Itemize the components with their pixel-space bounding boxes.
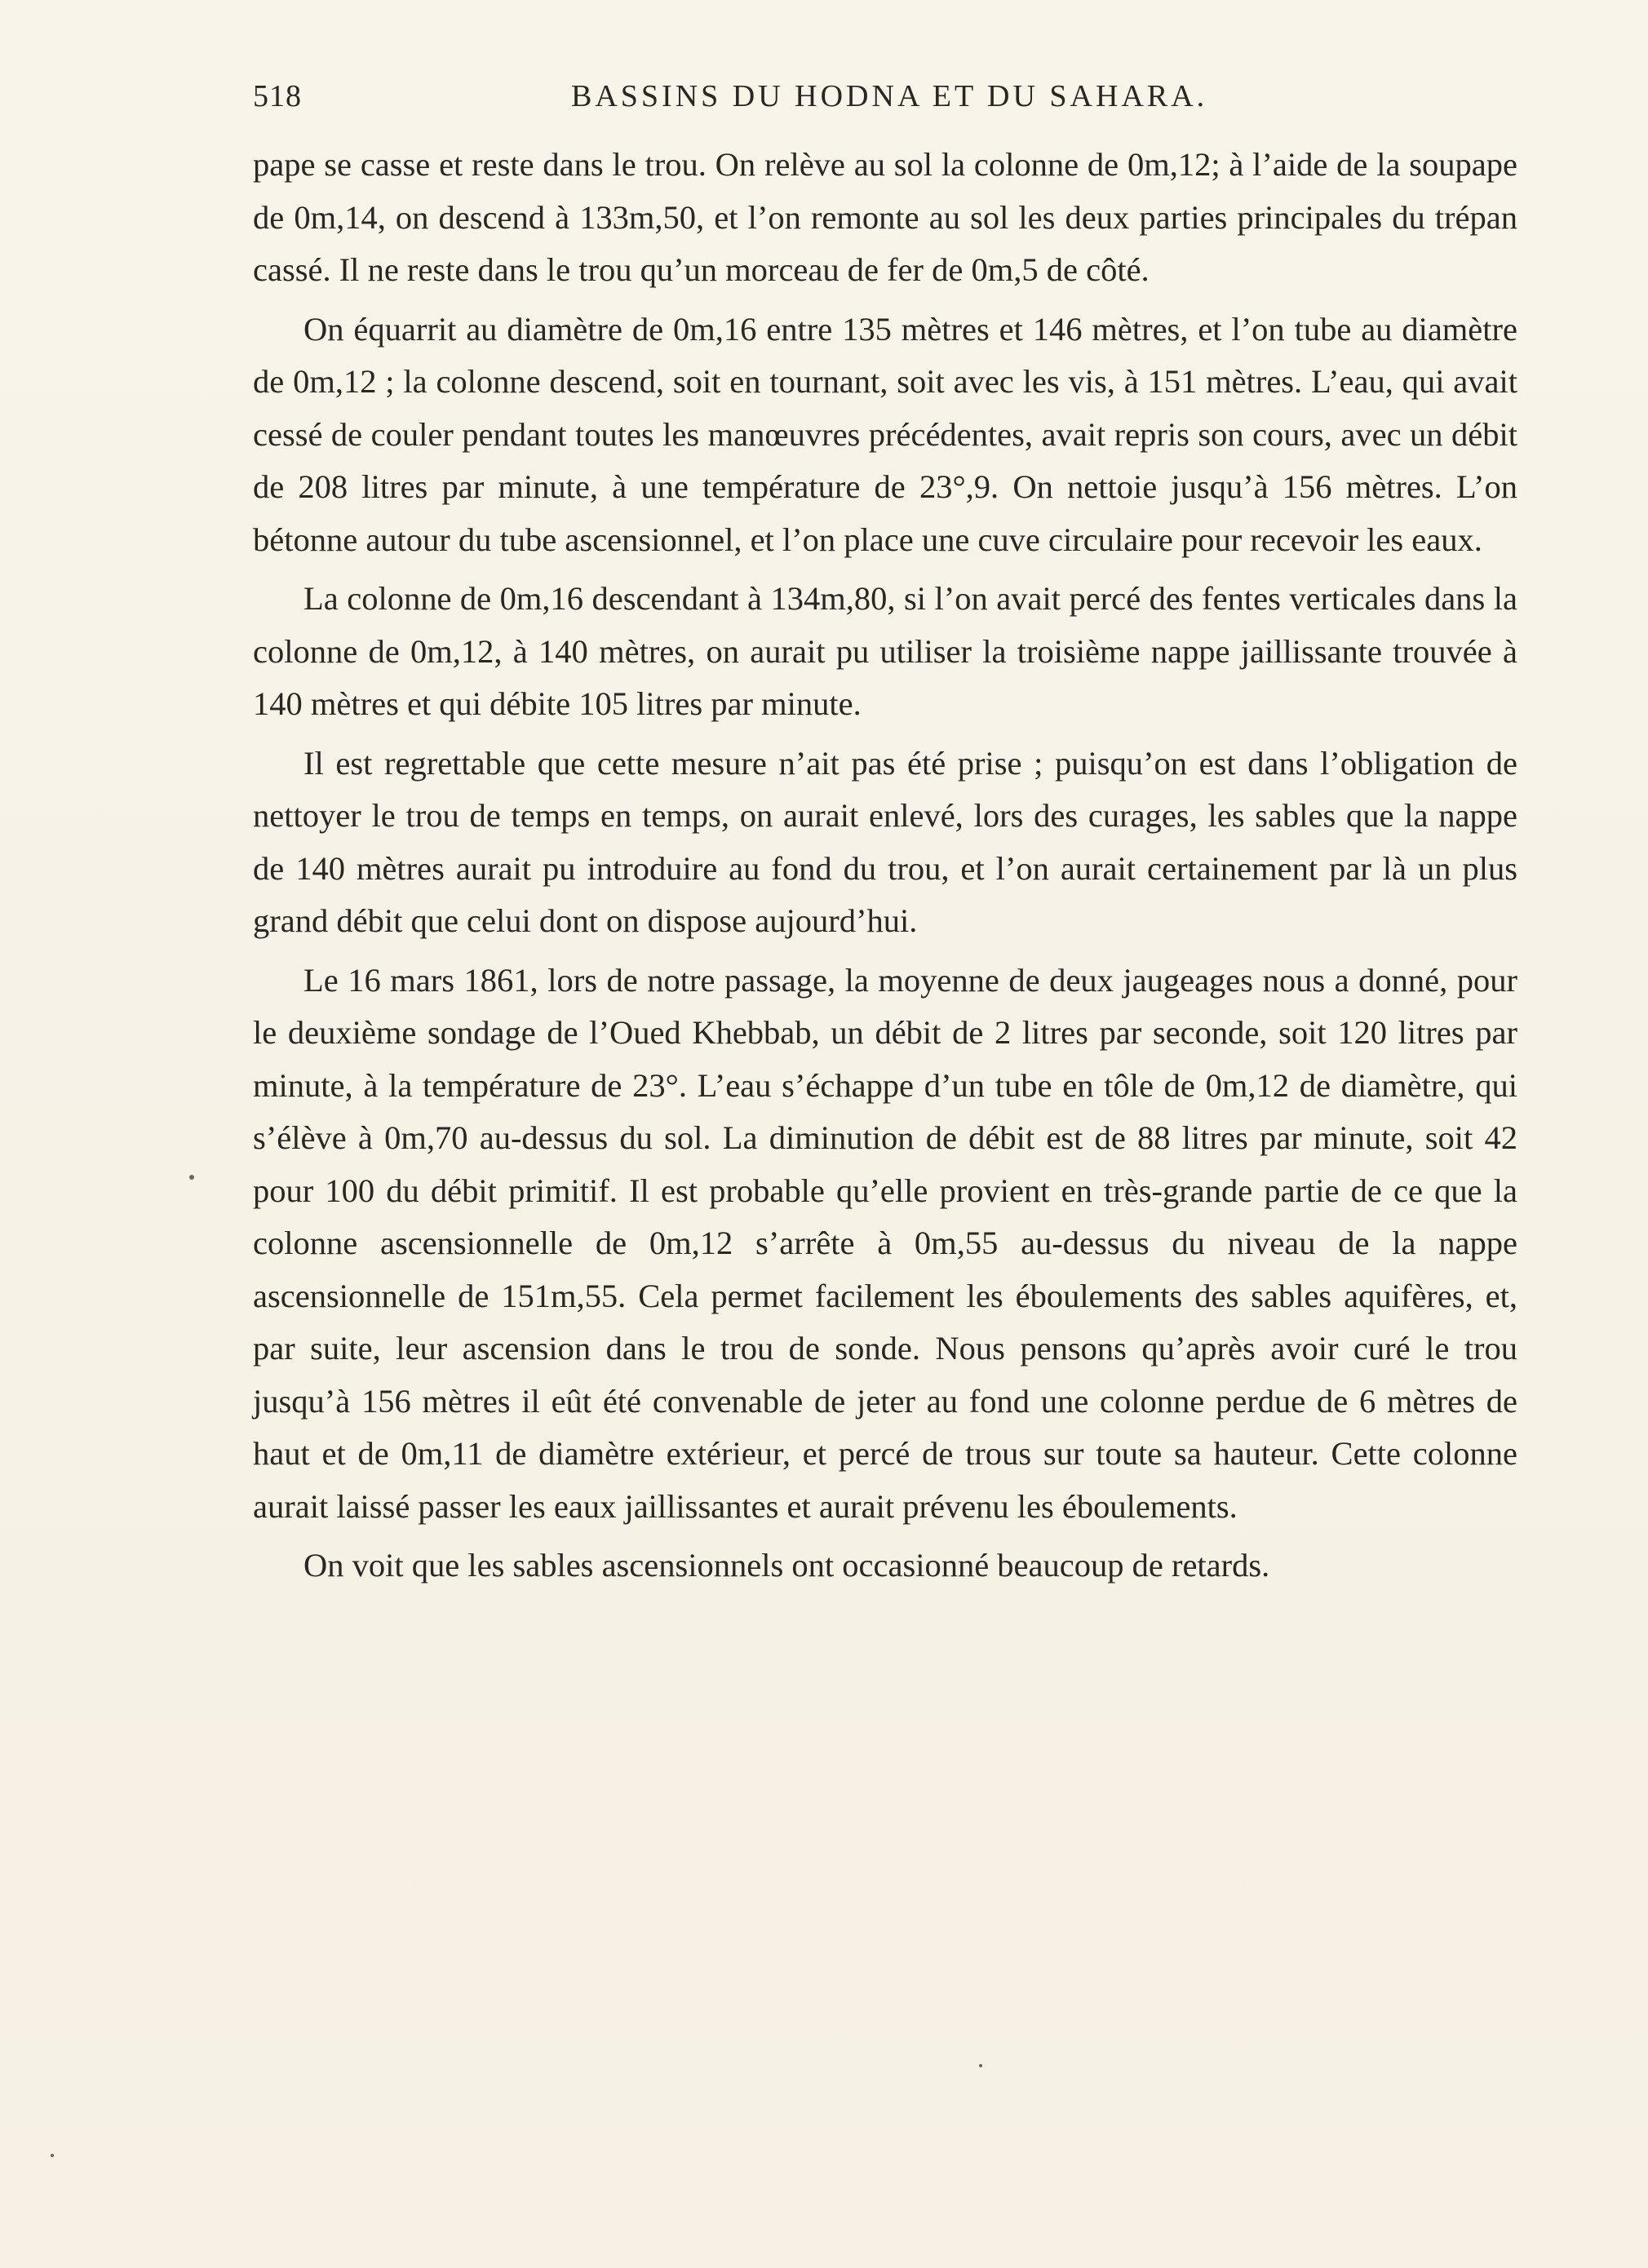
paragraph: Le 16 mars 1861, lors de notre passage, la moyenne de deux jaugeages nous a donné, pour le deuxième sondage de l’Oued Khebbab, un débit de 2 litres par seconde, soit 120 litres par minute, à la température de 23°. L’eau s’échappe d’un tube en tôle de 0m,12 de diamètre, qui s’élève à 0m,70 au-dessus du sol. La diminution de débit est de 88 litres par minute, soit 42 pour 100 du débit primitif. Il est probable qu’elle provient en très-grande partie de ce que la colonne ascensionnelle de 0m,12 s’arrête à 0m,55 au-dessus du niveau de la nappe ascensionnelle de 151m,55. Cela permet facilement les éboulements des sables aquifères, et, par suite, leur ascension dans le trou de sonde. Nous pensons qu’après avoir curé le trou jusqu’à 156 mètres il eût été convenable de jeter au fond une colonne perdue de 6 mètres de haut et de 0m,11 de diamètre extérieur, et percé de trous sur toute sa hauteur. Cette colonne aurait laissé passer les eaux jaillissantes et aurait prévenu les éboulements. [253, 961, 1517, 1525]
paragraph: pape se casse et reste dans le trou. On relève au sol la colonne de 0m,12; à l’aide de la soupape de 0m,14, on descend à 133m,50, et l’on remonte au sol les deux parties principales du trépan cassé. Il ne reste dans le trou qu’un morceau de fer de 0m,5 de côté. [253, 146, 1517, 288]
page-header [253, 78, 1517, 127]
paragraph: Il est regrettable que cette mesure n’ait pas été prise ; puisqu’on est dans l’obligation de nettoyer le trou de temps en temps, on aurait enlevé, lors des curages, les sables que la nappe de 140 mètres aurait pu introduire au fond du trou, et l’on aurait certainement par là un plus grand débit que celui dont on dispose aujourd’hui. [253, 744, 1517, 939]
paragraph: La colonne de 0m,16 descendant à 134m,80, si l’on avait percé des fentes verticales dans la colonne de 0m,12, à 140 mètres, on aurait pu utiliser la troisième nappe jaillissante trouvée à 140 mètres et qui débite 105 litres par minute. [253, 580, 1517, 722]
paragraph: On voit que les sables ascensionnels ont occasionné beaucoup de retards. [303, 1547, 1270, 1584]
ink-speck [51, 2154, 54, 2157]
body-text [253, 139, 1517, 1592]
page-number: 518 [253, 79, 302, 113]
running-title: BASSINS DU HODNA ET DU SAHARA. [571, 79, 1208, 113]
ink-speck [189, 1175, 194, 1180]
paragraph: On équarrit au diamètre de 0m,16 entre 135 mètres et 146 mètres, et l’on tube au diamètre de 0m,12 ; la colonne descend, soit en tournant, soit avec les vis, à 151 mètres. L’eau, qui avait cessé de couler pendant toutes les manœuvres précédentes, avait repris son cours, avec un débit de 208 litres par minute, à une température de 23°,9. On nettoie jusqu’à 156 mètres. L’on bétonne autour du tube ascensionnel, et l’on place une cuve circulaire pour recevoir les eaux. [253, 310, 1517, 558]
ink-speck [979, 2064, 982, 2067]
